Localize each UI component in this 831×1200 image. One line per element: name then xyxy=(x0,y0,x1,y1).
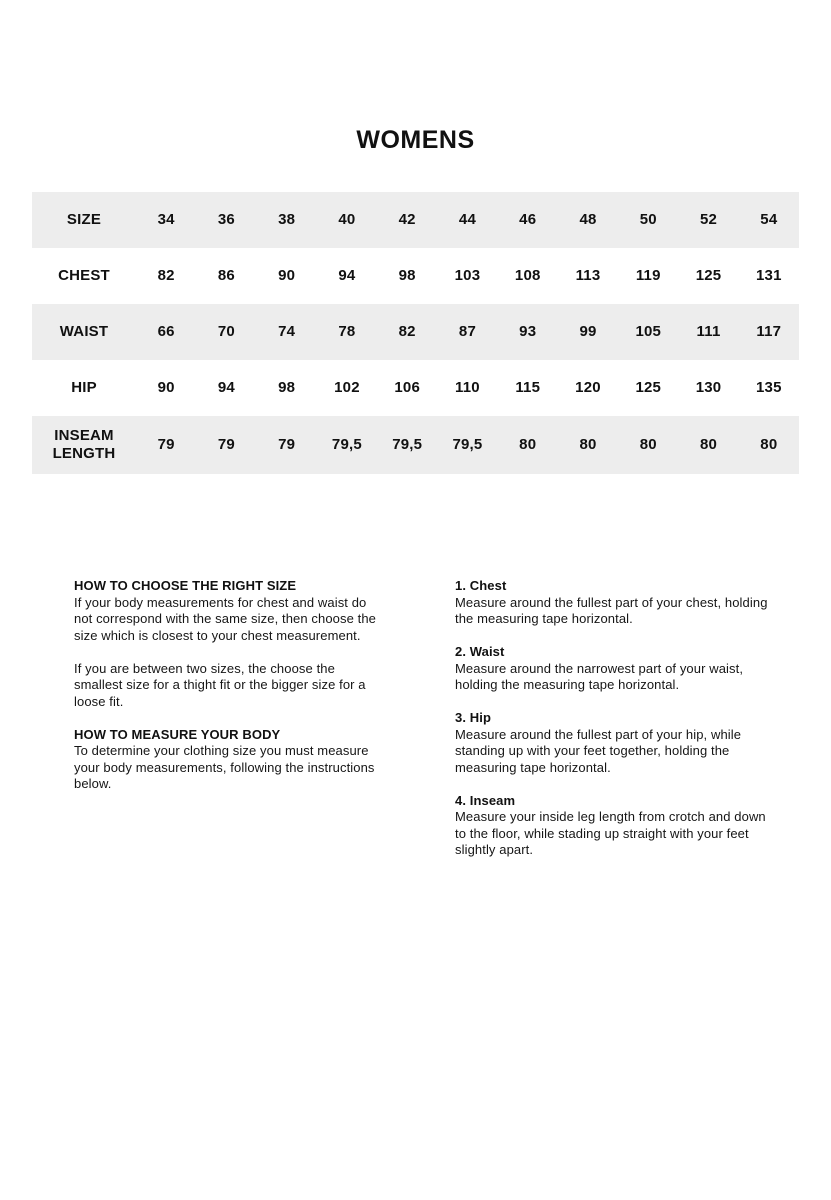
cell-waist-0: 66 xyxy=(157,323,175,340)
cell-hip-1: 94 xyxy=(217,379,235,396)
section-3-hip xyxy=(455,710,780,776)
section-how-to-measure-your-body xyxy=(74,727,384,793)
cell-hip-4: 106 xyxy=(394,379,421,396)
cell-size-9: 52 xyxy=(699,211,718,228)
cell-waist-4: 82 xyxy=(398,323,416,340)
cell-waist-1: 70 xyxy=(217,323,235,340)
cell-hip-9: 130 xyxy=(695,379,722,396)
cell-inseam-length-1: 79 xyxy=(217,436,235,453)
instructions-right-column xyxy=(455,578,780,859)
section-4-inseam xyxy=(455,793,780,859)
section-heading-how-to-measure-your-body: HOW TO MEASURE YOUR BODY xyxy=(74,726,281,742)
cell-chest-7: 113 xyxy=(575,267,601,284)
cell-size-8: 50 xyxy=(639,211,657,228)
size-table-row-chest xyxy=(32,248,799,304)
cell-waist-8: 105 xyxy=(635,323,662,340)
cell-waist-5: 87 xyxy=(458,323,476,340)
cell-chest-0: 82 xyxy=(157,267,175,284)
cell-size-0: 34 xyxy=(157,211,175,228)
cell-hip-8: 125 xyxy=(635,379,662,396)
cell-hip-5: 110 xyxy=(455,379,480,396)
cell-hip-6: 115 xyxy=(515,379,541,396)
cell-size-7: 48 xyxy=(579,211,597,228)
row-label-size: SIZE xyxy=(66,211,102,228)
section-heading-2-waist: 2. Waist xyxy=(455,644,505,659)
cell-waist-7: 99 xyxy=(579,323,597,340)
section-paragraph-2-waist-0: Measure around the narrowest part of your waist, holding the measuring tape horizontal. xyxy=(455,660,744,692)
cell-inseam-length-3: 79,5 xyxy=(331,436,362,453)
cell-inseam-length-10: 80 xyxy=(760,436,778,453)
cell-size-4: 42 xyxy=(398,211,416,228)
cell-chest-6: 108 xyxy=(514,267,541,284)
size-guide-table-container xyxy=(32,192,799,474)
cell-hip-2: 98 xyxy=(278,379,296,396)
cell-waist-6: 93 xyxy=(519,323,537,340)
cell-chest-8: 119 xyxy=(635,267,661,284)
section-heading-4-inseam: 4. Inseam xyxy=(455,792,516,808)
cell-inseam-length-7: 80 xyxy=(579,436,597,453)
cell-inseam-length-2: 79 xyxy=(278,436,296,453)
section-heading-3-hip: 3. Hip xyxy=(455,710,491,725)
cell-size-2: 38 xyxy=(278,211,296,228)
size-table-row-hip xyxy=(32,360,799,416)
section-heading-how-to-choose-the-right-size: HOW TO CHOOSE THE RIGHT SIZE xyxy=(74,578,297,593)
cell-waist-9: 111 xyxy=(696,323,721,340)
section-2-waist xyxy=(455,644,780,694)
cell-hip-10: 135 xyxy=(756,379,782,396)
row-label-hip: HIP xyxy=(71,379,97,396)
cell-size-10: 54 xyxy=(760,211,778,228)
section-how-to-choose-the-right-size xyxy=(74,578,384,710)
cell-chest-10: 131 xyxy=(756,267,782,284)
size-table-body xyxy=(32,192,799,474)
section-paragraph-3-hip-0: Measure around the fullest part of your hip, while standing up with your feet together, holding the measuring tape horizontal. xyxy=(455,726,742,775)
cell-chest-4: 98 xyxy=(398,267,416,284)
cell-hip-7: 120 xyxy=(575,379,601,396)
cell-chest-5: 103 xyxy=(454,267,481,284)
cell-waist-2: 74 xyxy=(278,323,296,340)
cell-hip-3: 102 xyxy=(334,379,360,396)
cell-chest-2: 90 xyxy=(278,267,296,284)
cell-inseam-length-9: 80 xyxy=(699,436,718,453)
row-label-chest: CHEST xyxy=(58,267,110,284)
row-label-waist: WAIST xyxy=(59,323,109,340)
row-label-inseam-length: INSEAM LENGTH xyxy=(52,427,116,462)
cell-chest-1: 86 xyxy=(217,267,235,284)
cell-chest-9: 125 xyxy=(695,267,722,284)
cell-hip-0: 90 xyxy=(157,379,175,396)
cell-size-6: 46 xyxy=(519,211,537,228)
section-paragraph-how-to-choose-the-right-size-0: If your body measurements for chest and waist do not correspond with the same size, then choose the size which is closest to your chest measurement. xyxy=(74,594,377,643)
cell-size-5: 44 xyxy=(458,211,476,228)
section-heading-1-chest: 1. Chest xyxy=(455,578,507,593)
size-table-row-inseam-length xyxy=(32,416,799,474)
size-table-row-size xyxy=(32,192,799,248)
section-paragraph-4-inseam-0: Measure your inside leg length from crotch and down to the floor, while stading up straight with your feet slightly apart. xyxy=(455,809,766,857)
cell-size-3: 40 xyxy=(338,211,356,228)
section-paragraph-how-to-choose-the-right-size-1: If you are between two sizes, the choose the smallest size for a thight fit or the bigger size for a loose fit. xyxy=(74,660,366,709)
section-paragraph-1-chest-0: Measure around the fullest part of your chest, holding the measuring tape horizontal. xyxy=(455,594,768,626)
cell-waist-3: 78 xyxy=(338,323,356,340)
size-guide-table xyxy=(32,192,799,474)
section-1-chest xyxy=(455,578,780,628)
cell-chest-3: 94 xyxy=(338,267,356,284)
cell-inseam-length-5: 79,5 xyxy=(452,436,483,453)
page-title: WOMENS xyxy=(356,126,475,154)
cell-inseam-length-4: 79,5 xyxy=(392,436,423,453)
instructions-left-column xyxy=(74,578,384,793)
size-table-row-waist xyxy=(32,304,799,360)
section-paragraph-how-to-measure-your-body-0: To determine your clothing size you must measure your body measurements, following the instructions below. xyxy=(74,743,375,791)
cell-waist-10: 117 xyxy=(756,323,782,340)
cell-size-1: 36 xyxy=(217,211,235,228)
cell-inseam-length-8: 80 xyxy=(639,436,657,453)
cell-inseam-length-0: 79 xyxy=(157,436,175,453)
cell-inseam-length-6: 80 xyxy=(519,436,537,453)
